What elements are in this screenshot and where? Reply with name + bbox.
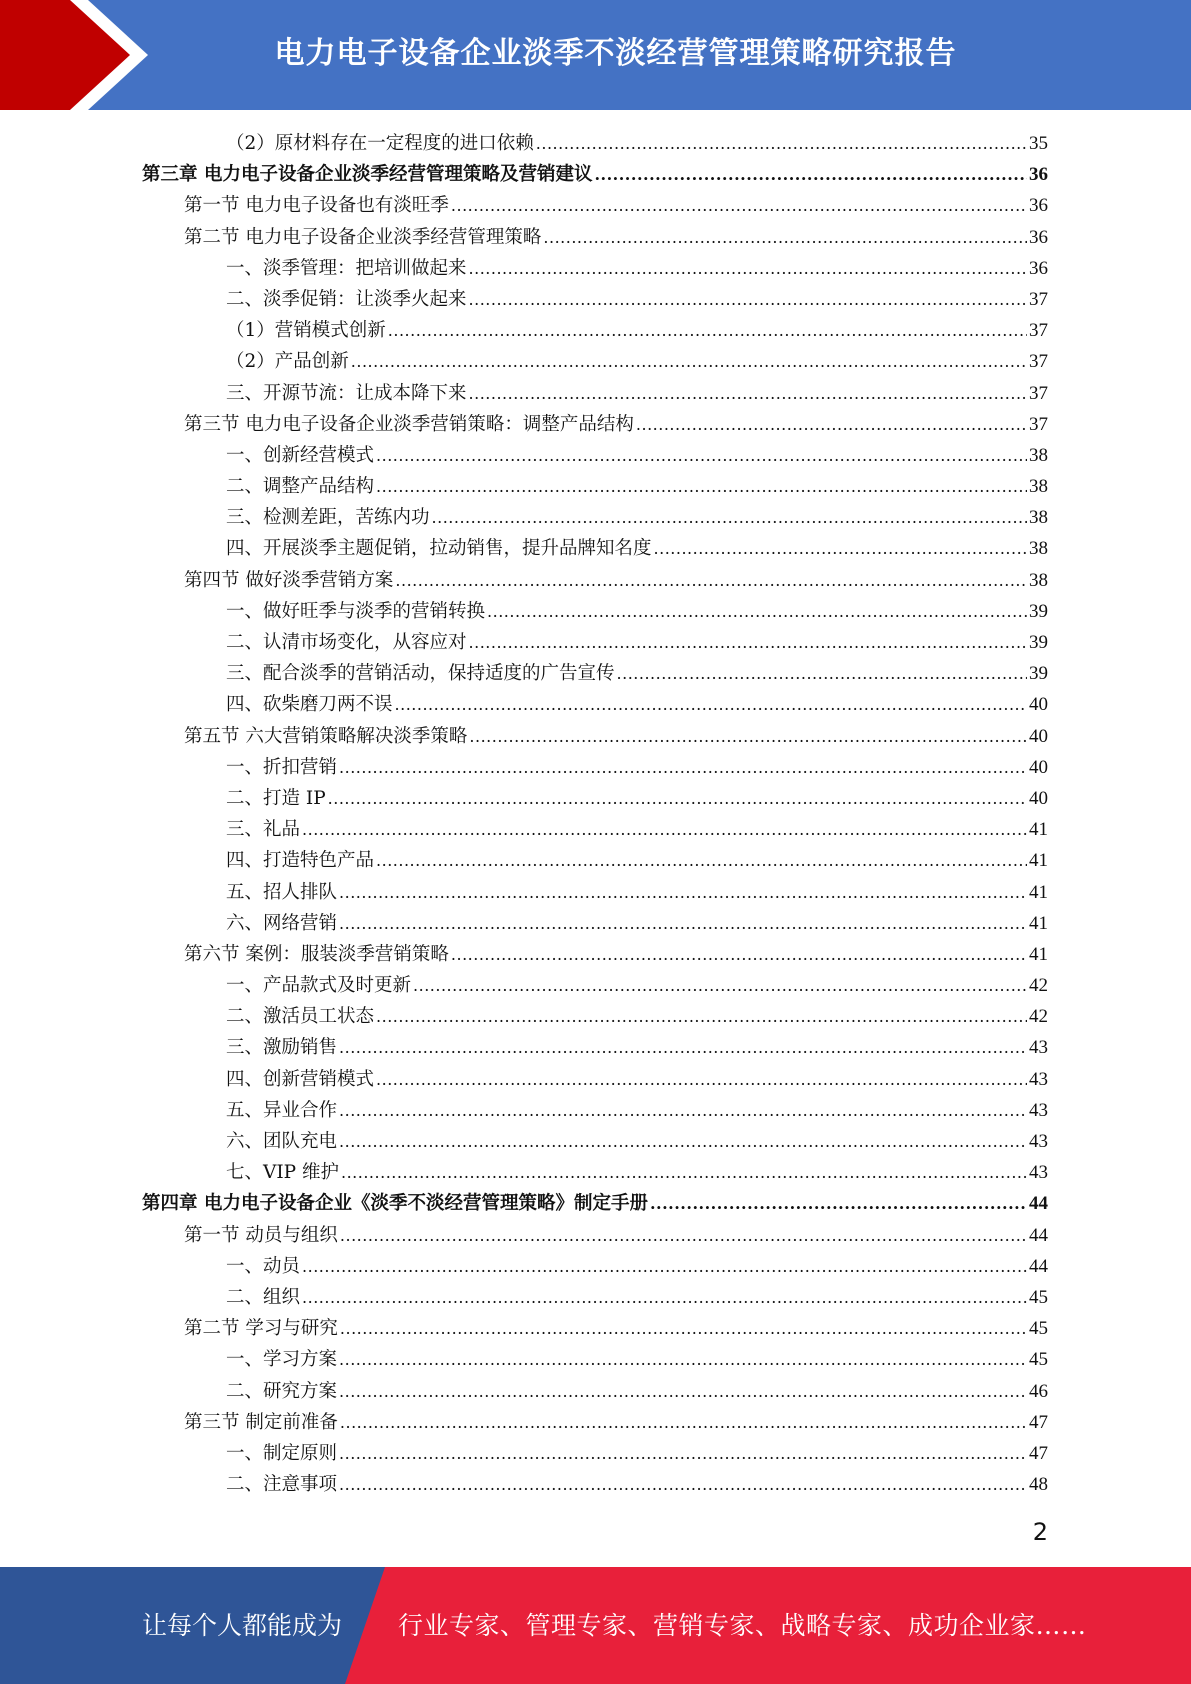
toc-section-entry[interactable] (142, 565, 1048, 596)
toc-page-number: 41 (1029, 850, 1048, 872)
toc-section-entry[interactable] (142, 222, 1048, 253)
toc-page-number: 39 (1029, 600, 1048, 622)
toc-entry-title: 二、调整产品结构 (226, 476, 375, 498)
toc-subsection-entry[interactable] (142, 877, 1048, 908)
toc-subsection-entry[interactable] (142, 1157, 1048, 1188)
toc-page-number: 39 (1029, 663, 1048, 685)
toc-dot-leader (339, 1438, 1027, 1469)
toc-subsection-entry[interactable] (142, 783, 1048, 814)
toc-page-number: 39 (1029, 632, 1048, 653)
toc-page-number: 40 (1029, 725, 1048, 747)
toc-page-number: 40 (1029, 694, 1048, 716)
toc-dot-leader (487, 596, 1027, 627)
toc-dot-leader (340, 1313, 1027, 1344)
toc-entry-title: 第四章 电力电子设备企业《淡季不淡经营管理策略》制定手册 (142, 1193, 648, 1215)
toc-page-number: 44 (1029, 1255, 1048, 1277)
toc-page-number: 37 (1029, 288, 1048, 310)
toc-entry-title: 一、淡季管理：把培训做起来 (226, 257, 467, 279)
toc-subsection-entry[interactable] (142, 284, 1048, 315)
toc-dot-leader (376, 440, 1027, 471)
toc-entry-title: 第五节 六大营销策略解决淡季策略 (184, 725, 468, 747)
toc-subsection-entry[interactable] (142, 845, 1048, 876)
toc-entry-title: 二、激活员工状态 (226, 1006, 375, 1028)
toc-dot-leader (650, 1188, 1027, 1219)
toc-subsection-entry[interactable] (142, 1064, 1048, 1095)
page-header (0, 0, 1191, 110)
toc-dot-leader (654, 533, 1027, 564)
toc-subsection-entry[interactable] (142, 1469, 1048, 1500)
toc-entry-title: 四、开展淡季主题促销，拉动销售，提升品牌知名度 (226, 538, 652, 560)
toc-page-number: 38 (1029, 476, 1048, 498)
toc-page-number: 43 (1029, 1068, 1048, 1090)
toc-page-number: 43 (1029, 1162, 1048, 1184)
toc-entry-title: 二、组织 (226, 1286, 301, 1308)
toc-dot-leader (636, 409, 1027, 440)
toc-page-number: 36 (1029, 195, 1048, 217)
toc-subsection-entry[interactable] (142, 689, 1048, 720)
toc-dot-leader (339, 1126, 1027, 1157)
toc-entry-title: 第四节 做好淡季营销方案 (184, 569, 394, 591)
toc-page-number: 43 (1029, 1037, 1048, 1059)
toc-dot-leader (302, 1282, 1027, 1313)
toc-page-number: 37 (1029, 382, 1048, 404)
toc-entry-title: 三、礼品 (226, 819, 301, 841)
toc-subsection-entry[interactable] (142, 1126, 1048, 1157)
toc-entry-title: 六、团队充电 (226, 1131, 338, 1152)
toc-page-number: 43 (1029, 1131, 1048, 1152)
toc-subsection-entry[interactable] (142, 1344, 1048, 1375)
toc-page-number: 45 (1029, 1286, 1048, 1308)
toc-dot-leader (328, 783, 1027, 814)
toc-page-number: 45 (1029, 1349, 1048, 1371)
toc-subsection-entry[interactable] (142, 1095, 1048, 1126)
toc-entry-title: 二、淡季促销：让淡季火起来 (226, 288, 467, 310)
toc-entry-title: 三、配合淡季的营销活动，保持适度的广告宣传 (226, 663, 615, 685)
toc-subsection-entry[interactable] (142, 1001, 1048, 1032)
table-of-contents (142, 128, 1048, 1500)
toc-subsection-entry[interactable] (142, 814, 1048, 845)
toc-entry-title: 第一节 电力电子设备也有淡旺季 (184, 195, 449, 217)
toc-entry-title: 一、制定原则 (226, 1442, 338, 1464)
toc-entry-title: 第二节 电力电子设备企业淡季经营管理策略 (184, 226, 542, 248)
toc-entry-title: 第三章 电力电子设备企业淡季经营管理策略及营销建议 (142, 164, 593, 186)
toc-page-number: 40 (1029, 787, 1048, 809)
toc-dot-leader (469, 627, 1027, 658)
toc-section-entry[interactable] (142, 1407, 1048, 1438)
toc-dot-leader (351, 346, 1027, 377)
toc-dot-leader (339, 908, 1027, 939)
toc-section-entry[interactable] (142, 939, 1048, 970)
toc-page-number: 45 (1029, 1318, 1048, 1340)
toc-page-number: 42 (1029, 1006, 1048, 1028)
toc-entry-title: 三、开源节流：让成本降下来 (226, 382, 467, 404)
toc-dot-leader (469, 721, 1027, 752)
toc-dot-leader (395, 689, 1027, 720)
toc-entry-title: （1）营销模式创新 (226, 320, 386, 342)
toc-entry-title: 二、注意事项 (226, 1474, 338, 1496)
toc-dot-leader (376, 1064, 1027, 1095)
toc-page-number: 36 (1029, 164, 1048, 186)
toc-entry-title: 一、动员 (226, 1255, 301, 1277)
toc-subsection-entry[interactable] (142, 315, 1048, 346)
toc-entry-title: 四、打造特色产品 (226, 850, 375, 872)
toc-page-number: 48 (1029, 1474, 1048, 1496)
toc-dot-leader (395, 565, 1027, 596)
toc-entry-title: 二、研究方案 (226, 1380, 338, 1402)
toc-dot-leader (341, 1157, 1027, 1188)
toc-subsection-entry[interactable] (142, 1032, 1048, 1063)
toc-page-number: 38 (1029, 444, 1048, 466)
toc-dot-leader (339, 1095, 1027, 1126)
toc-section-entry[interactable] (142, 190, 1048, 221)
toc-page-number: 40 (1029, 756, 1048, 778)
toc-entry-title: 第三节 制定前准备 (184, 1411, 338, 1433)
toc-entry-title: 二、打造 IP (226, 787, 326, 809)
toc-page-number: 44 (1029, 1193, 1048, 1215)
toc-subsection-entry[interactable] (142, 627, 1048, 658)
toc-subsection-entry[interactable] (142, 253, 1048, 284)
toc-dot-leader (339, 1032, 1027, 1063)
page-number: 2 (1032, 1518, 1048, 1546)
toc-dot-leader (451, 190, 1027, 221)
toc-entry-title: 二、认清市场变化，从容应对 (226, 632, 467, 653)
toc-dot-leader (302, 1251, 1027, 1282)
toc-page-number: 42 (1029, 975, 1048, 997)
toc-dot-leader (617, 658, 1027, 689)
toc-dot-leader (376, 1001, 1027, 1032)
toc-dot-leader (376, 845, 1027, 876)
toc-entry-title: 三、检测差距，苦练内功 (226, 507, 430, 529)
toc-entry-title: 一、做好旺季与淡季的营销转换 (226, 600, 486, 622)
toc-page-number: 41 (1029, 912, 1048, 934)
toc-page-number: 37 (1029, 320, 1048, 342)
toc-chapter-entry[interactable] (142, 1188, 1048, 1219)
toc-entry-title: 第二节 学习与研究 (184, 1318, 338, 1340)
toc-subsection-entry[interactable] (142, 1376, 1048, 1407)
toc-subsection-entry[interactable] (142, 752, 1048, 783)
toc-subsection-entry[interactable] (142, 596, 1048, 627)
toc-dot-leader (376, 471, 1027, 502)
report-title: 电力电子设备企业淡季不淡经营管理策略研究报告 (274, 36, 957, 71)
toc-dot-leader (340, 1407, 1027, 1438)
toc-entry-title: 第三节 电力电子设备企业淡季营销策略：调整产品结构 (184, 413, 634, 435)
toc-page-number: 35 (1029, 133, 1048, 154)
toc-entry-title: （2）产品创新 (226, 351, 349, 373)
toc-subsection-entry[interactable] (142, 658, 1048, 689)
toc-page-number: 38 (1029, 538, 1048, 560)
toc-chapter-entry[interactable] (142, 159, 1048, 190)
toc-dot-leader (594, 159, 1027, 190)
toc-dot-leader (339, 1344, 1027, 1375)
toc-page-number: 41 (1029, 881, 1048, 903)
toc-page-number: 46 (1029, 1380, 1048, 1402)
toc-dot-leader (339, 1469, 1027, 1500)
toc-entry-title: 五、异业合作 (226, 1099, 338, 1121)
toc-page-number: 41 (1029, 819, 1048, 841)
toc-subsection-entry[interactable] (142, 502, 1048, 533)
toc-dot-leader (339, 1376, 1027, 1407)
toc-subsection-entry[interactable] (142, 346, 1048, 377)
toc-page-number: 47 (1029, 1411, 1048, 1433)
toc-entry-title: 第六节 案例：服装淡季营销策略 (184, 943, 449, 965)
footer-slogan-left: 让每个人都能成为 (142, 1611, 343, 1640)
footer-slogan-right: 行业专家、管理专家、营销专家、战略专家、成功企业家…… (398, 1611, 1087, 1640)
toc-page-number: 41 (1029, 943, 1048, 965)
toc-page-number: 43 (1029, 1099, 1048, 1121)
toc-entry-title: 四、创新营销模式 (226, 1068, 375, 1090)
toc-entry-title: 三、激励销售 (226, 1037, 338, 1059)
toc-page-number: 44 (1029, 1224, 1048, 1246)
toc-page-number: 38 (1029, 507, 1048, 529)
toc-subsection-entry[interactable] (142, 533, 1048, 564)
toc-subsection-entry[interactable] (142, 908, 1048, 939)
toc-entry-title: 四、砍柴磨刀两不误 (226, 694, 393, 716)
toc-dot-leader (543, 222, 1027, 253)
toc-entry-title: （2）原材料存在一定程度的进口依赖 (226, 133, 534, 154)
toc-subsection-entry[interactable] (142, 440, 1048, 471)
toc-page-number: 38 (1029, 569, 1048, 591)
toc-section-entry[interactable] (142, 1220, 1048, 1251)
page-footer (0, 1567, 1191, 1684)
toc-dot-leader (413, 970, 1027, 1001)
toc-entry-title: 一、创新经营模式 (226, 444, 375, 466)
toc-subsection-entry[interactable] (142, 128, 1048, 159)
toc-page-number: 47 (1029, 1442, 1048, 1464)
toc-dot-leader (469, 253, 1027, 284)
toc-entry-title: 一、折扣营销 (226, 756, 338, 778)
toc-dot-leader (536, 128, 1027, 159)
toc-page-number: 37 (1029, 413, 1048, 435)
toc-subsection-entry[interactable] (142, 970, 1048, 1001)
toc-section-entry[interactable] (142, 1313, 1048, 1344)
toc-dot-leader (451, 939, 1027, 970)
toc-dot-leader (469, 378, 1027, 409)
toc-entry-title: 七、VIP 维护 (226, 1162, 339, 1184)
toc-page-number: 37 (1029, 351, 1048, 373)
toc-entry-title: 五、招人排队 (226, 881, 338, 903)
toc-entry-title: 一、学习方案 (226, 1349, 338, 1371)
toc-section-entry[interactable] (142, 721, 1048, 752)
toc-entry-title: 六、网络营销 (226, 912, 338, 934)
toc-dot-leader (432, 502, 1027, 533)
toc-subsection-entry[interactable] (142, 471, 1048, 502)
toc-subsection-entry[interactable] (142, 1251, 1048, 1282)
toc-dot-leader (339, 877, 1027, 908)
toc-page-number: 36 (1029, 226, 1048, 248)
toc-dot-leader (340, 1220, 1027, 1251)
toc-dot-leader (469, 284, 1027, 315)
toc-subsection-entry[interactable] (142, 378, 1048, 409)
toc-section-entry[interactable] (142, 409, 1048, 440)
toc-subsection-entry[interactable] (142, 1438, 1048, 1469)
toc-entry-title: 一、产品款式及时更新 (226, 975, 412, 997)
toc-subsection-entry[interactable] (142, 1282, 1048, 1313)
toc-dot-leader (302, 814, 1027, 845)
toc-entry-title: 第一节 动员与组织 (184, 1224, 338, 1246)
toc-dot-leader (388, 315, 1027, 346)
toc-page-number: 36 (1029, 257, 1048, 279)
toc-dot-leader (339, 752, 1027, 783)
